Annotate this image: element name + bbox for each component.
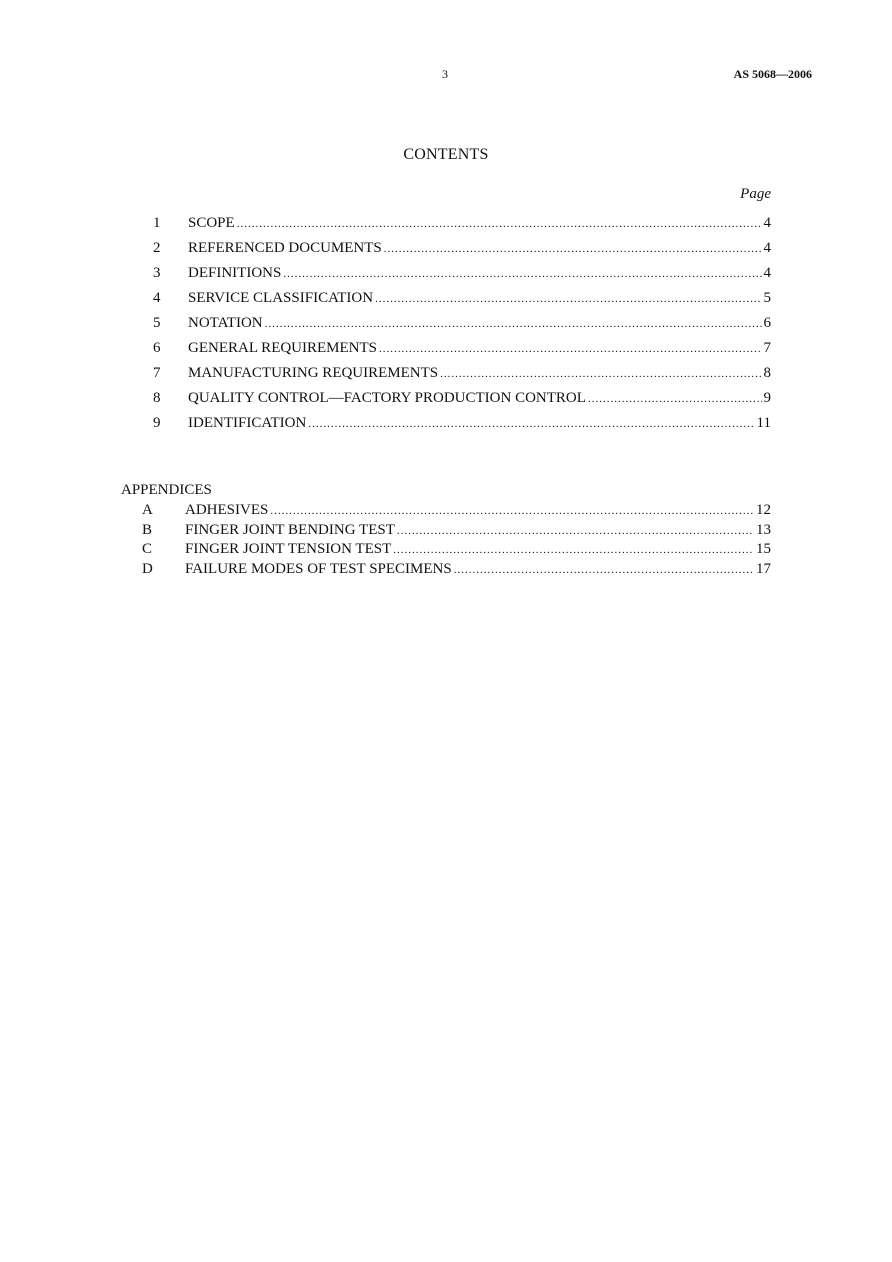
toc-entry-title: DEFINITIONS <box>188 265 282 281</box>
toc-entry-title: MANUFACTURING REQUIREMENTS <box>188 365 439 381</box>
dot-leader <box>308 412 754 437</box>
toc-entry-title: SERVICE CLASSIFICATION <box>188 290 374 306</box>
toc-entry-number: 5 <box>153 315 161 331</box>
toc-entry-page: 4 <box>763 215 771 231</box>
appendix-letter: A <box>142 502 153 518</box>
dot-leader <box>397 522 754 542</box>
toc-entry-title: SCOPE <box>188 215 235 231</box>
toc-entry-page: 4 <box>763 240 771 256</box>
toc-entry-number: 7 <box>153 365 161 381</box>
toc-entry-number: 6 <box>153 340 161 356</box>
toc-entry-quality-control[interactable] <box>143 386 771 411</box>
toc-entry-number: 4 <box>153 290 161 306</box>
toc-entry-notation[interactable] <box>143 311 771 336</box>
dot-leader <box>440 362 761 387</box>
appendices-heading: APPENDICES <box>121 482 212 498</box>
toc-entry-page: 7 <box>763 340 771 356</box>
appendix-title: ADHESIVES <box>185 502 269 518</box>
appendix-page: 12 <box>756 502 771 518</box>
dot-leader <box>237 212 762 237</box>
toc-entry-number: 1 <box>153 215 161 231</box>
appendix-title: FINGER JOINT BENDING TEST <box>185 521 395 538</box>
toc-entry-definitions[interactable] <box>143 261 771 286</box>
appendix-list <box>121 501 771 579</box>
contents-title: CONTENTS <box>403 146 489 163</box>
page-column-label: Page <box>740 186 771 202</box>
dot-leader <box>283 262 761 287</box>
toc-entry-number: 2 <box>153 240 161 256</box>
toc-entry-title: QUALITY CONTROL—FACTORY PRODUCTION CONTROL <box>188 390 586 406</box>
toc-entry-identification[interactable] <box>143 411 771 436</box>
appendix-letter: D <box>142 560 153 577</box>
appendix-title: FINGER JOINT TENSION TEST <box>185 541 392 557</box>
document-id: AS 5068—2006 <box>733 67 812 81</box>
toc-entry-page: 9 <box>763 390 771 406</box>
table-of-contents <box>143 211 771 436</box>
toc-entry-manufacturing-requirements[interactable] <box>143 361 771 386</box>
dot-leader <box>384 237 762 262</box>
appendix-letter: C <box>142 541 153 557</box>
toc-entry-number: 8 <box>153 390 161 406</box>
toc-entry-page: 11 <box>756 415 771 431</box>
toc-entry-page: 5 <box>763 290 771 306</box>
dot-leader <box>270 502 754 522</box>
toc-entry-page: 6 <box>763 315 771 331</box>
appendix-page: 17 <box>756 560 771 577</box>
toc-entry-scope[interactable] <box>143 211 771 236</box>
toc-entry-general-requirements[interactable] <box>143 336 771 361</box>
toc-entry-page: 8 <box>763 365 771 381</box>
dot-leader <box>265 312 762 337</box>
toc-entry-service-classification[interactable] <box>143 286 771 311</box>
toc-entry-title: IDENTIFICATION <box>188 415 307 431</box>
appendix-title: FAILURE MODES OF TEST SPECIMENS <box>185 560 452 577</box>
toc-entry-title: NOTATION <box>188 315 263 331</box>
toc-entry-number: 9 <box>153 415 161 431</box>
toc-entry-number: 3 <box>153 265 161 281</box>
toc-entry-referenced-documents[interactable] <box>143 236 771 261</box>
appendix-entry-failure-modes[interactable] <box>121 560 771 580</box>
appendix-letter: B <box>142 521 153 538</box>
appendix-entry-adhesives[interactable] <box>121 501 771 521</box>
appendix-entry-bending-test[interactable] <box>121 521 771 541</box>
page-number: 3 <box>442 67 448 81</box>
appendix-entry-tension-test[interactable] <box>121 540 771 560</box>
dot-leader <box>379 337 761 362</box>
appendix-page: 15 <box>756 541 771 557</box>
dot-leader <box>393 541 754 561</box>
appendix-page: 13 <box>756 521 771 538</box>
dot-leader <box>375 287 761 312</box>
toc-entry-title: GENERAL REQUIREMENTS <box>188 340 378 356</box>
dot-leader <box>454 561 754 581</box>
toc-entry-page: 4 <box>763 265 771 281</box>
dot-leader <box>588 387 762 412</box>
toc-entry-title: REFERENCED DOCUMENTS <box>188 240 382 256</box>
